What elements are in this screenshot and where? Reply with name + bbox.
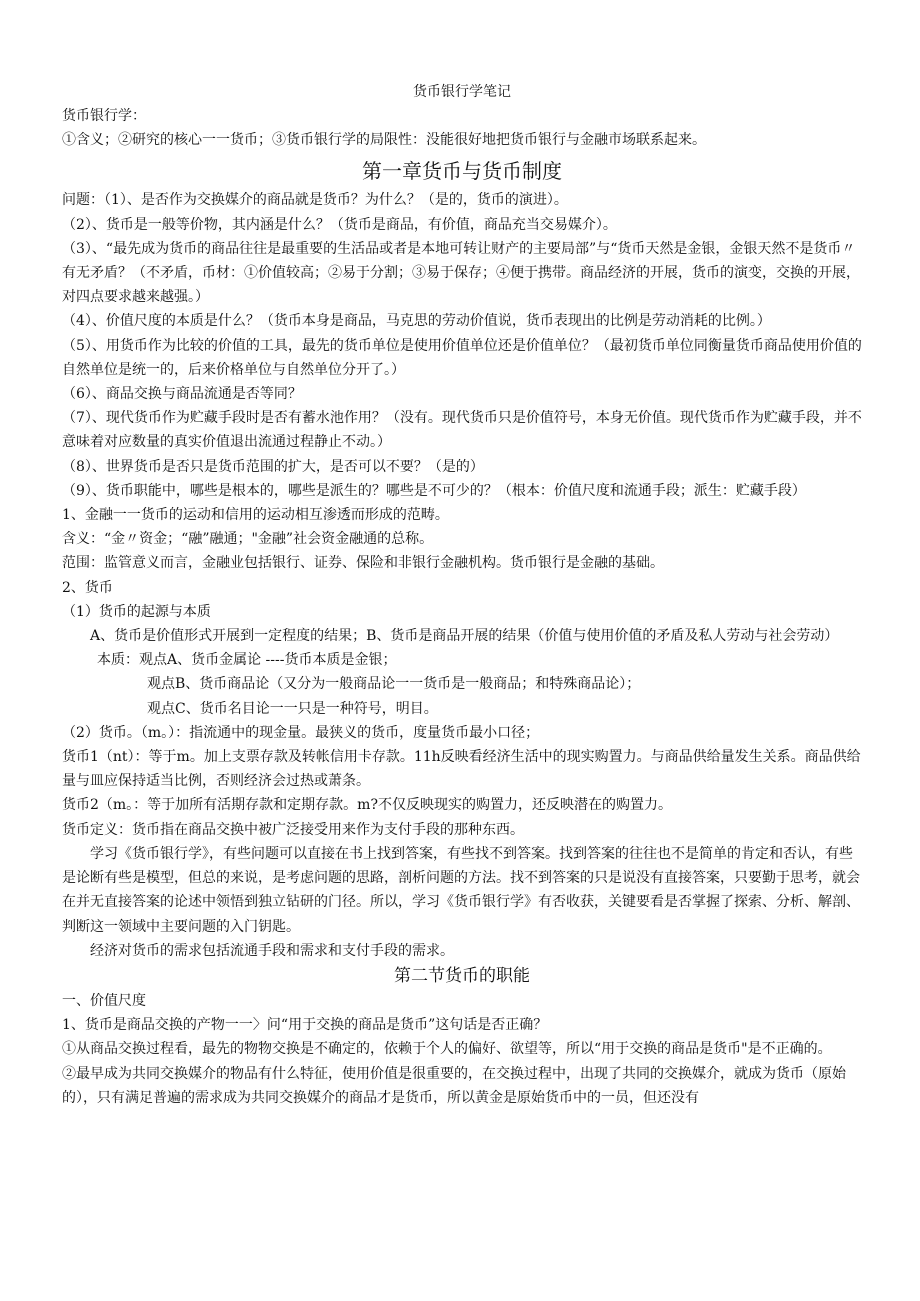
document-page — [62, 80, 862, 1110]
essence-view-c: 观点C、货币名目论一一只是一种符号，明目。 — [147, 700, 438, 717]
section-subheading: 一、价值尺度 — [62, 992, 146, 1009]
question-5: （5）、用货币作为比较的价值的工具，最先的货币单位是使用价值单位还是价值单位？（最初货币单位同衡量货币商品使用价值的自然单位是统一的，后来价格单位与自然单位分开了。） — [62, 337, 862, 378]
question-2: （2）、货币是一般等价物，其内涵是什么？（货币是商品，有价值，商品充当交易媒介）。 — [62, 216, 617, 233]
question-4: （4）、价值尺度的本质是什么？（货币本身是商品，马克思的劳动价值说，货币表现出的比例是劳动消耗的比例。） — [62, 313, 771, 330]
essence-view-b: 观点B、货币商品论（又分为一般商品论一一货币是一般商品；和特殊商品论）； — [147, 676, 641, 693]
section-title: 第二节货币的职能 — [394, 965, 530, 986]
money-supply-m0: （2）货币。（m。）：指流通中的现金量。最狭义的货币，度量货币最小口径； — [62, 724, 540, 741]
question-6: （6）、商品交换与商品流通是否等同？ — [62, 386, 302, 403]
finance-definition: 1、金融一一货币的运动和信用的运动相互渗透而形成的范畴。 — [62, 507, 449, 524]
study-paragraph: 学习《货币银行学》，有些问题可以直接在书上找到答案，有些找不到答案。找到答案的往往也不是简单的肯定和否认，有些是论断有些是模型，但总的来说，是考虑问题的思路，剖析问题的方法。找不到答案的只是说没有直接答案，只要勤于思考，就会在并无直接答案的论述中领悟到独立钻研的门径。所以，学习《货币银行学》有否收获，关键要看是否掌握了探索、分析、解剖、判断这一领域中主要问题的入门钥匙。 — [62, 845, 860, 935]
section-answer-1: ①从商品交换过程看，最先的物物交换是不确定的，依赖于个人的偏好、欲望等，所以“用于交换的商品是货币"是不正确的。 — [62, 1041, 832, 1058]
money-heading: 2、货币 — [62, 579, 113, 596]
question-3: （3）、“最先成为货币的商品往往是最重要的生活品或者是本地可转让财产的主要局部”与“货币天然是金银，金银天然不是货币〃有无矛盾？（不矛盾，币材：①价值较高；②易于分割；③易于保存；④便于携带。商品经济的开展，货币的演变，交换的开展，对四点要求越来越强。） — [62, 240, 860, 306]
essence-view-a: 本质：观点A、货币金属论 ----货币本质是金银； — [97, 652, 397, 669]
chapter-title: 第一章货币与货币制度 — [362, 159, 562, 184]
money-definition: 货币定义：货币指在商品交换中被广泛接受用来作为支付手段的那种东西。 — [62, 821, 524, 838]
question-9: （9）、货币职能中，哪些是根本的，哪些是派生的？哪些是不可少的？（根本：价值尺度和流通手段；派生：贮藏手段） — [62, 482, 806, 499]
finance-scope: 范围：监管意义而言，金融业包括银行、证券、保险和非银行金融机构。货币银行是金融的基础。 — [62, 555, 664, 572]
document-title: 货币银行学笔记 — [413, 84, 511, 100]
question-1: 问题：（1）、是否作为交换媒介的商品就是货币？为什么？（是的，货币的演进）。 — [62, 192, 568, 209]
money-supply-m1: 货币1（nt）：等于m。加上支票存款及转帐信用卡存款。11h反映看经济生活中的现实购置力。与商品供给量发生关系。商品供给量与皿应保持适当比例，否则经济会过热或萧条。 — [62, 749, 861, 790]
money-origin-text: A、货币是价值形式开展到一定程度的结果；B、货币是商品开展的结果（价值与使用价值的矛盾及私人劳动与社会劳动） — [90, 628, 839, 645]
money-supply-m2: 货币2（m。：等于加所有活期存款和定期存款。m?不仅反映现实的购置力，还反映潜在的购置力。 — [62, 797, 672, 814]
question-8: （8）、世界货币是否只是货币范围的扩大，是否可以不要？（是的） — [62, 458, 484, 475]
money-origin-heading: （1）货币的起源与本质 — [62, 603, 211, 620]
question-7: （7）、现代货币作为贮藏手段时是否有蓄水池作用？（没有。现代货币只是价值符号，本身无价值。现代货币作为贮藏手段，并不意味着对应数量的真实价值退出流通过程静止不动。） — [62, 410, 862, 451]
intro-heading: 货币银行学： — [62, 108, 146, 124]
intro-points: ①含义；②研究的核心一一货币；③货币银行学的局限性：没能很好地把货币银行与金融市场联系起来。 — [62, 132, 706, 149]
section-answer-2: ②最早成为共同交换媒介的物品有什么特征，使用价值是很重要的，在交换过程中，出现了共同的交换媒介，就成为货币（原始的），只有满足普遍的需求成为共同交换媒介的商品才是货币，所以黄金是原始货币中的一员，但还没有 — [62, 1065, 846, 1106]
section-question-1: 1、货币是商品交换的产物一一〉问“用于交换的商品是货币”这句话是否正确？ — [62, 1017, 548, 1034]
money-demand: 经济对货币的需求包括流通手段和需求和支付手段的需求。 — [90, 942, 454, 959]
finance-meaning: 含义：“金〃资金；“融”融通；"金融”社会资金融通的总称。 — [62, 531, 434, 548]
